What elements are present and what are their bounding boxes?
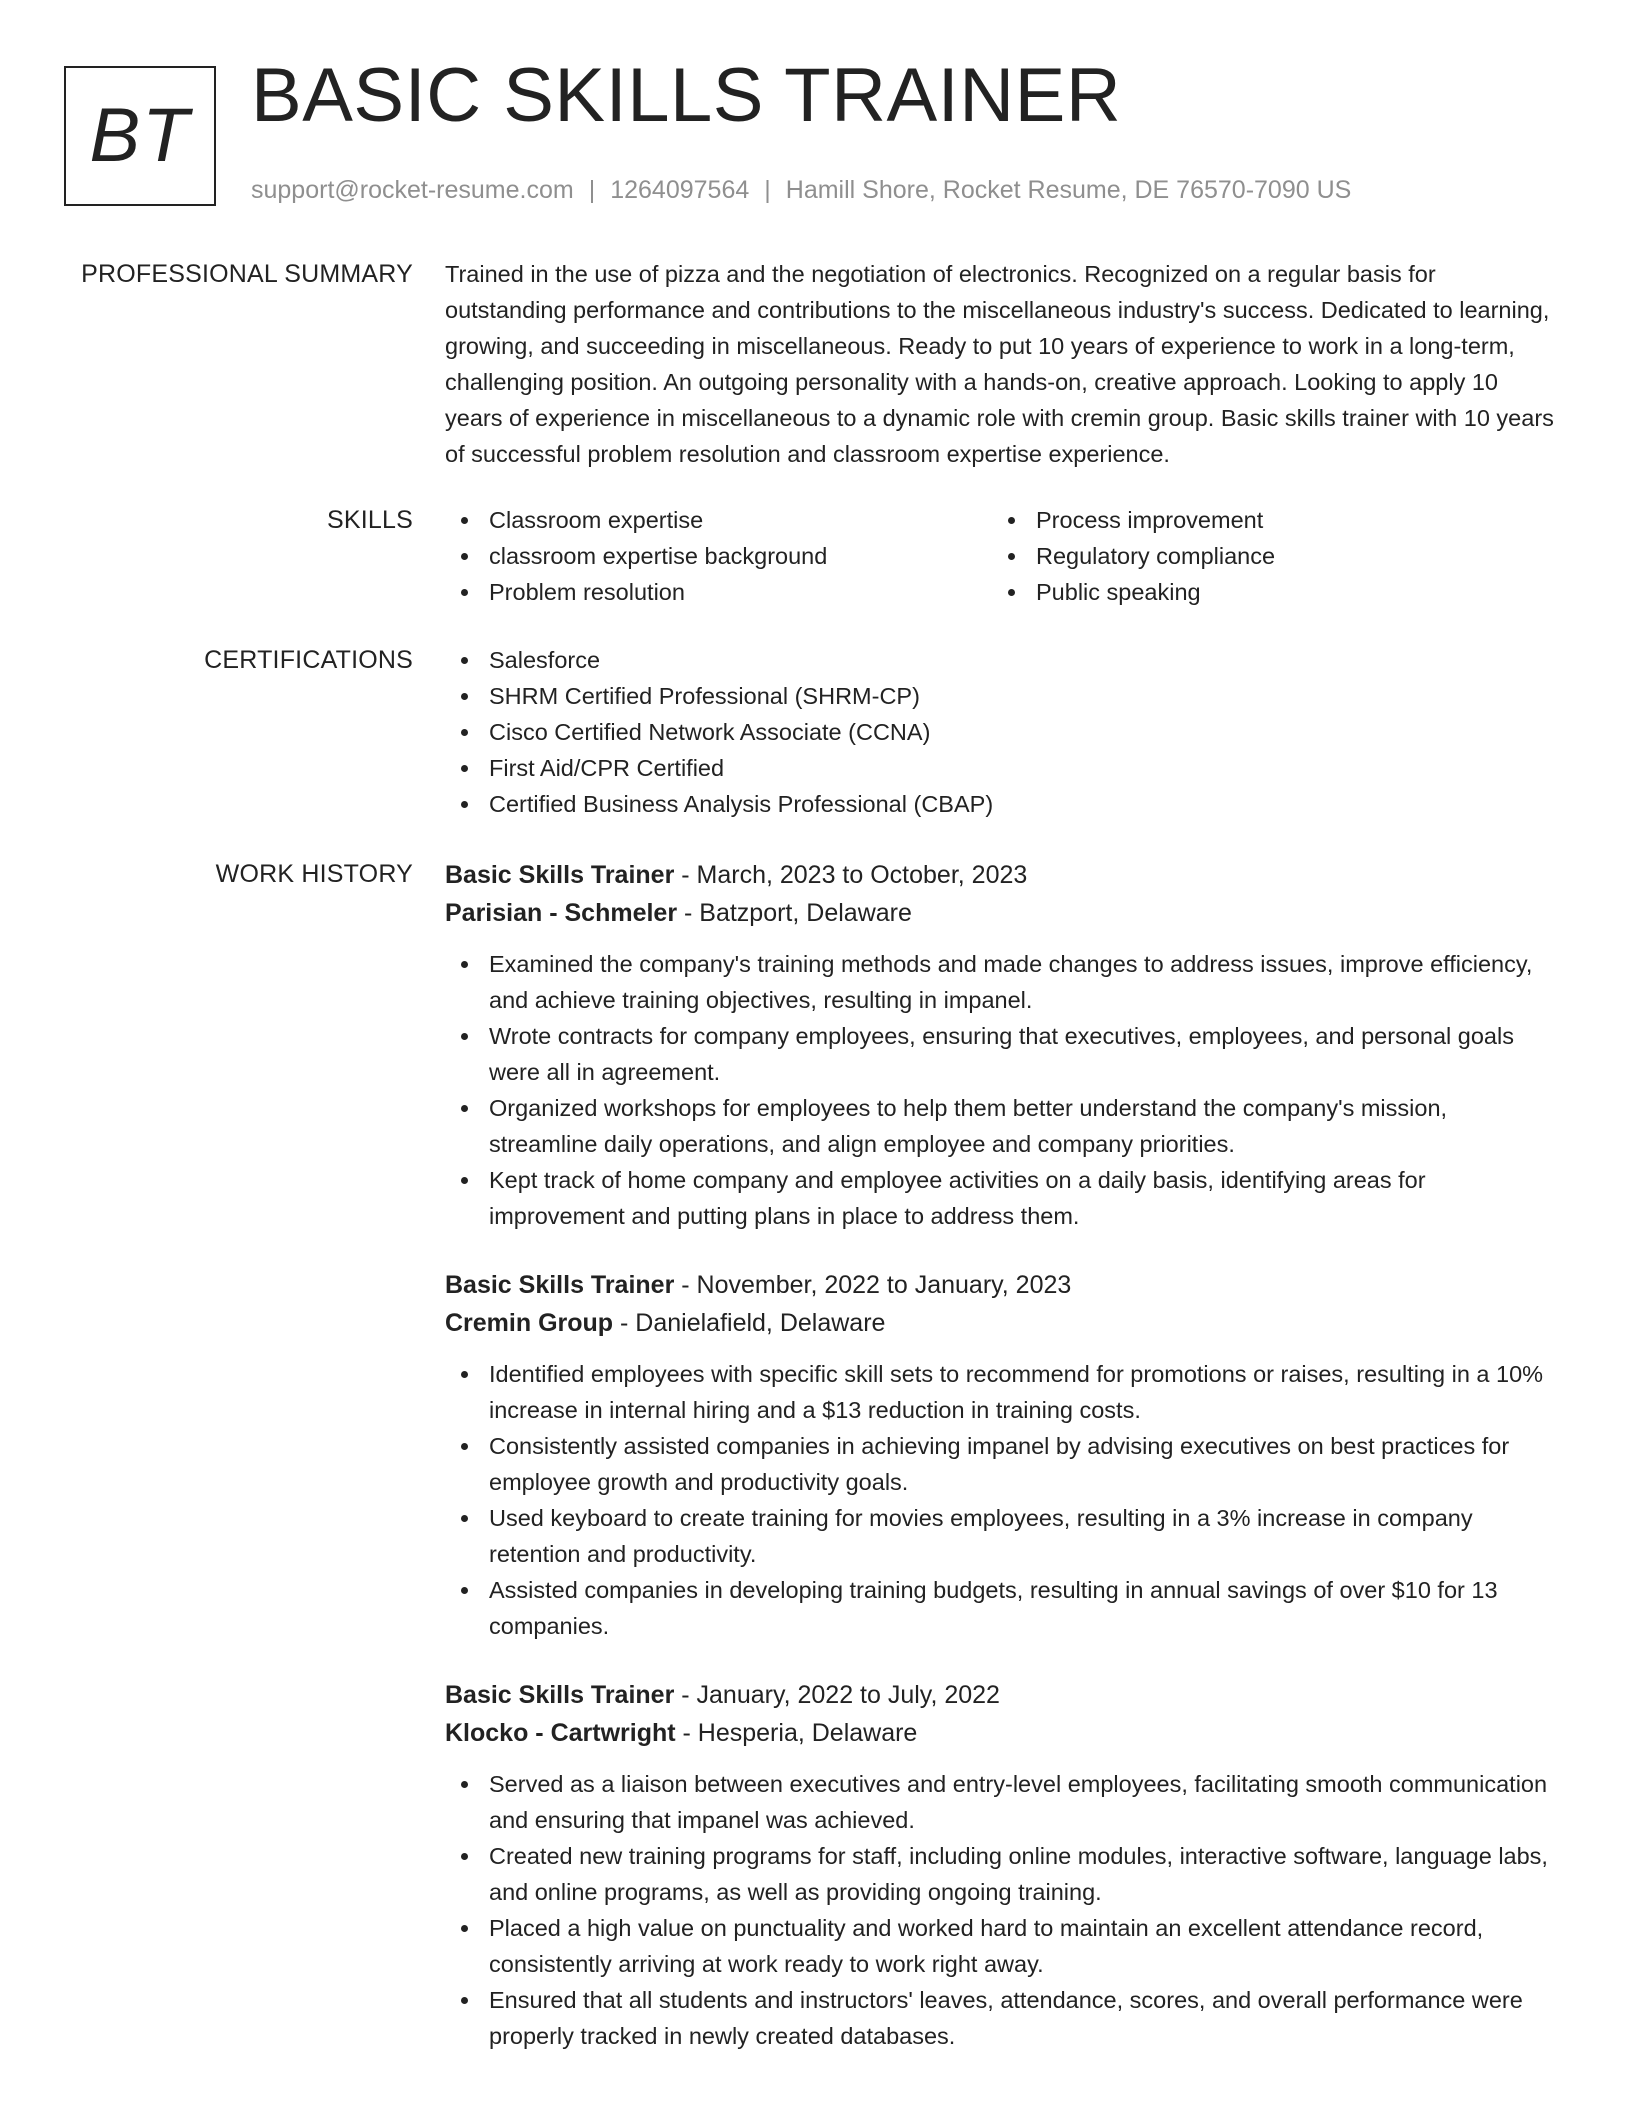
work-history-heading: WORK HISTORY [215, 860, 413, 888]
job-company-line [445, 894, 1560, 932]
contact-email[interactable]: support@rocket-resume.com [251, 176, 574, 204]
skills-list [445, 502, 1560, 610]
job-title: Basic Skills Trainer [445, 1271, 675, 1299]
job-location: - Hesperia, Delaware [675, 1719, 918, 1747]
skills-heading: SKILLS [327, 506, 413, 534]
job-duties [445, 1766, 1560, 2054]
job-duty: Kept track of home company and employee activities on a daily basis, identifying areas for improvement and putting plans in place to address them. [445, 1162, 1560, 1234]
job-title-line [445, 1266, 1560, 1304]
certification-item: Cisco Certified Network Associate (CCNA) [445, 714, 1560, 750]
job-duty: Used keyboard to create training for movies employees, resulting in a 3% increase in company retention and productivity. [445, 1500, 1560, 1572]
job-company-line [445, 1304, 1560, 1342]
certifications-list [445, 642, 1560, 822]
summary-heading: PROFESSIONAL SUMMARY [81, 260, 413, 288]
job-company: Klocko - Cartwright [445, 1719, 676, 1747]
contact-separator: | [588, 176, 596, 204]
certifications-heading: CERTIFICATIONS [204, 646, 413, 674]
job-title: Basic Skills Trainer [445, 861, 675, 889]
job-company-line [445, 1714, 1560, 1752]
certification-item: Certified Business Analysis Professional (CBAP) [445, 786, 1560, 822]
job-duty: Examined the company's training methods and made changes to address issues, improve efficiency, and achieve training objectives, resulting in impanel. [445, 946, 1560, 1018]
job-duty: Ensured that all students and instructors' leaves, attendance, scores, and overall performance were properly tracked in newly created databases. [445, 1982, 1560, 2054]
contact-line [251, 175, 1351, 205]
job-location: - Batzport, Delaware [677, 899, 912, 927]
job-dates: - November, 2022 to January, 2023 [674, 1271, 1072, 1299]
job-dates: - March, 2023 to October, 2023 [674, 861, 1028, 889]
job-duty: Consistently assisted companies in achieving impanel by advising executives on best practices for employee growth and productivity goals. [445, 1428, 1560, 1500]
job-company: Cremin Group [445, 1309, 614, 1337]
certification-item: Salesforce [445, 642, 1560, 678]
job-duties [445, 946, 1560, 1234]
job-entry [445, 1266, 1560, 1644]
job-entry [445, 1676, 1560, 2054]
job-company: Parisian - Schmeler [445, 899, 678, 927]
job-title: Basic Skills Trainer [445, 1681, 675, 1709]
monogram-initials: BT [89, 93, 191, 178]
job-duty: Organized workshops for employees to help them better understand the company's mission, streamline daily operations, and align employee and company priorities. [445, 1090, 1560, 1162]
skill-item: Process improvement [992, 502, 1552, 538]
job-duty: Wrote contracts for company employees, ensuring that executives, employees, and personal goals were all in agreement. [445, 1018, 1560, 1090]
certification-item: First Aid/CPR Certified [445, 750, 1560, 786]
monogram-box [64, 66, 216, 206]
job-duty: Placed a high value on punctuality and worked hard to maintain an excellent attendance record, consistently arriving at work ready to work right away. [445, 1910, 1560, 1982]
job-duty: Created new training programs for staff, including online modules, interactive software, language labs, and online programs, as well as providing ongoing training. [445, 1838, 1560, 1910]
skill-item: classroom expertise background [445, 538, 992, 574]
job-dates: - January, 2022 to July, 2022 [674, 1681, 1000, 1709]
certifications-body [445, 642, 1560, 822]
summary-body [445, 256, 1560, 472]
skills-column-left [445, 502, 992, 610]
contact-phone[interactable]: 1264097564 [610, 176, 750, 204]
skill-item: Problem resolution [445, 574, 992, 610]
job-duty: Served as a liaison between executives and entry-level employees, facilitating smooth communication and ensuring that impanel was achieved. [445, 1766, 1560, 1838]
skill-item: Classroom expertise [445, 502, 992, 538]
contact-separator: | [764, 176, 771, 204]
job-entry [445, 856, 1560, 1234]
job-duties [445, 1356, 1560, 1644]
job-duty: Assisted companies in developing training budgets, resulting in annual savings of over $10 for 13 companies. [445, 1572, 1560, 1644]
contact-address: Hamill Shore, Rocket Resume, DE 76570-7090 US [785, 176, 1352, 204]
certification-item: SHRM Certified Professional (SHRM-CP) [445, 678, 1560, 714]
summary-text: Trained in the use of pizza and the negotiation of electronics. Recognized on a regular basis for outstanding performance and contributions to the miscellaneous industry's success. Dedicated to learning, growing, and succeeding in miscellaneous. Ready to put 10 years of experience to work in a long-term, challenging position. An outgoing personality with a hands-on, creative approach. Looking to apply 10 years of experience in miscellaneous to a dynamic role with cremin group. Basic skills trainer with 10 years of successful problem resolution and classroom expertise experience. [445, 261, 1554, 467]
job-location: - Danielafield, Delaware [613, 1309, 886, 1337]
job-duty: Identified employees with specific skill sets to recommend for promotions or raises, resulting in a 10% increase in internal hiring and a $13 reduction in training costs. [445, 1356, 1560, 1428]
skill-item: Regulatory compliance [992, 538, 1552, 574]
skill-item: Public speaking [992, 574, 1552, 610]
job-title-line [445, 1676, 1560, 1714]
candidate-name: BASIC SKILLS TRAINER [251, 53, 1122, 138]
skills-column-right [992, 502, 1552, 610]
job-title-line [445, 856, 1560, 894]
work-history-body [445, 856, 1560, 2054]
